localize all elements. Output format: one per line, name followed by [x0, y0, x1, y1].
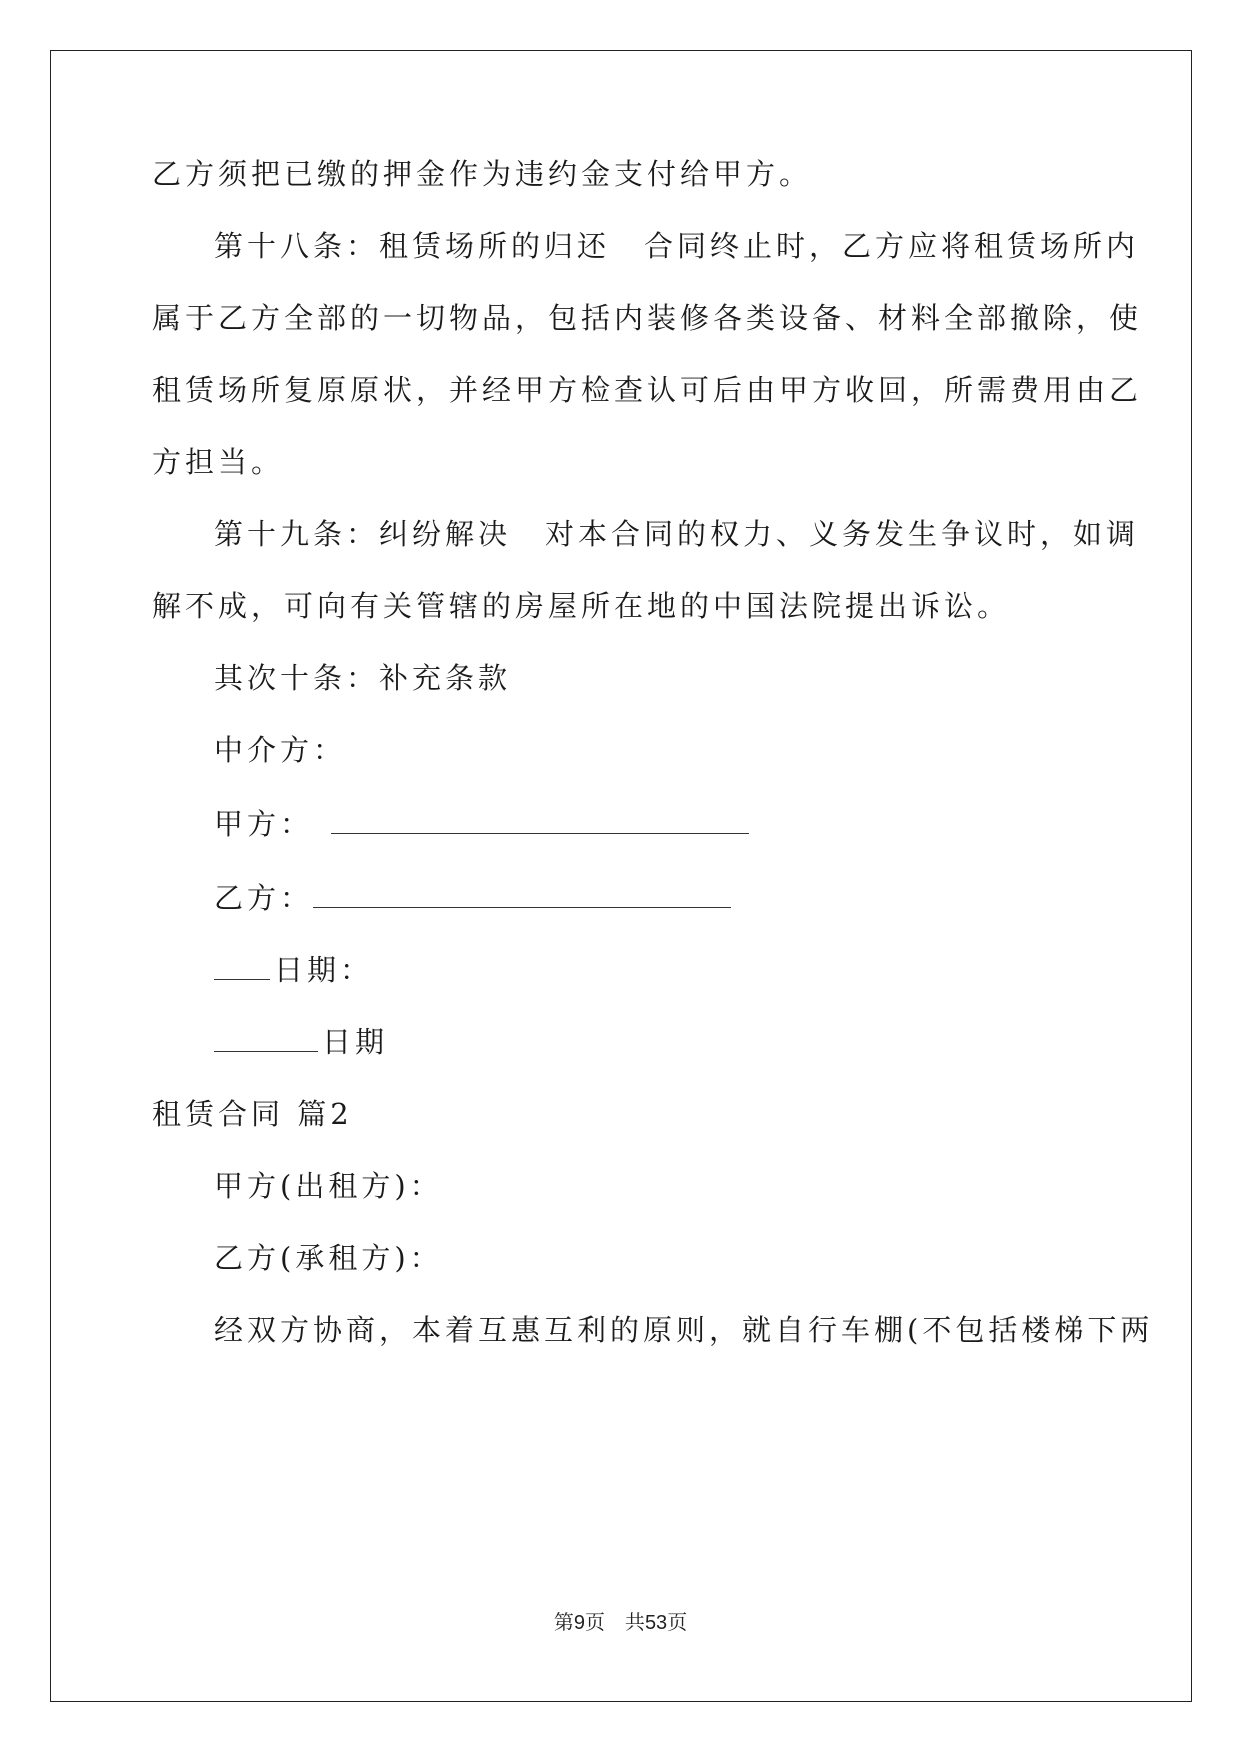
footer-suffix: 页 — [667, 1610, 688, 1634]
date-blank-2 — [214, 1025, 318, 1052]
article-19-line-1 — [214, 514, 1139, 554]
date-blank-1 — [214, 953, 270, 980]
article-18-title: 第十八条：租赁场所的归还 — [214, 229, 611, 263]
lessor-label: 甲方(出租方)： — [214, 1169, 443, 1203]
party-a-blank — [331, 807, 749, 834]
date-label-2: 日期 — [322, 1025, 389, 1059]
article-19-text: 对本合同的权力、义务发生争议时，如调 — [545, 517, 1140, 551]
party-b-blank — [313, 881, 731, 908]
agreement-intro: 经双方协商，本着互惠互利的原则，就自行车棚(不包括楼梯下两 — [214, 1313, 1154, 1347]
page-footer — [0, 1608, 1241, 1637]
party-b-label: 乙方： — [214, 881, 314, 915]
total-pages: 53 — [644, 1612, 668, 1634]
current-page-number: 9 — [573, 1612, 585, 1634]
article-19-line-2: 解不成，可向有关管辖的房屋所在地的中国法院提出诉讼。 — [152, 589, 1011, 623]
article-18-line-4: 方担当。 — [152, 445, 285, 479]
article-18-line-3: 租赁场所复原原状，并经甲方检查认可后由甲方收回，所需费用由乙 — [152, 373, 1143, 407]
date-line-1 — [214, 950, 373, 990]
section-heading: 租赁合同 篇2 — [152, 1097, 353, 1131]
article-18-line-1 — [214, 226, 1139, 266]
lessee-label: 乙方(承租方)： — [214, 1241, 443, 1275]
article-18-text: 合同终止时，乙方应将租赁场所内 — [644, 229, 1140, 263]
footer-middle: 页 共 — [584, 1610, 645, 1634]
party-a-signature-line — [214, 804, 749, 844]
article-20: 其次十条：补充条款 — [214, 661, 512, 695]
date-line-2 — [214, 1022, 388, 1062]
paragraph-deposit: 乙方须把已缴的押金作为违约金支付给甲方。 — [152, 157, 813, 191]
party-a-label: 甲方： — [214, 807, 314, 841]
date-label-1: 日期： — [274, 953, 374, 987]
agent-label: 中介方： — [214, 733, 347, 767]
article-18-line-2: 属于乙方全部的一切物品，包括内装修各类设备、材料全部撤除，使 — [152, 301, 1143, 335]
article-19-title: 第十九条：纠纷解决 — [214, 517, 512, 551]
footer-prefix: 第 — [553, 1610, 574, 1634]
party-b-signature-line — [214, 878, 731, 918]
